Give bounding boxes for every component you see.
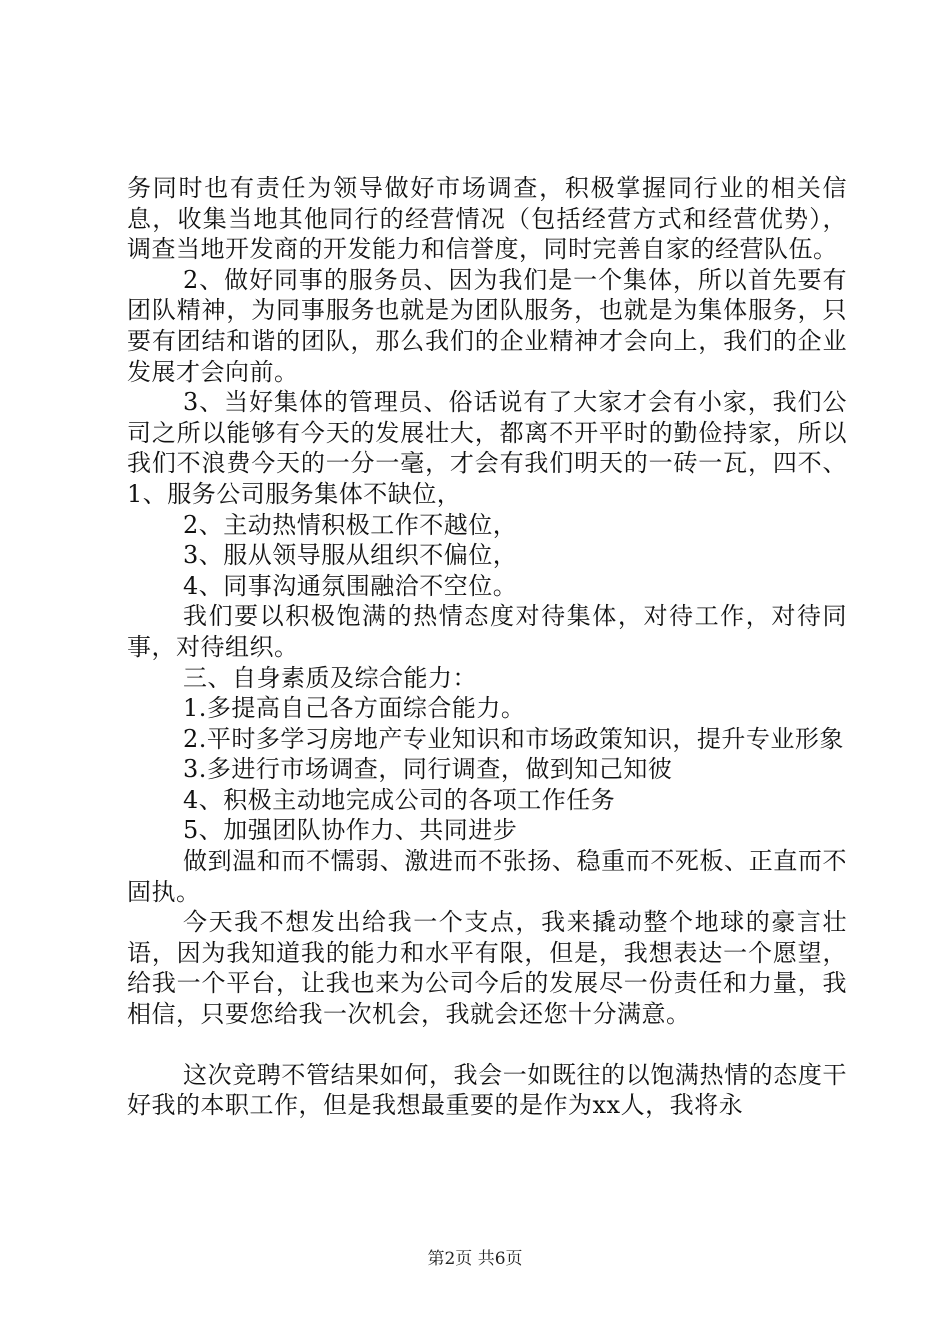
list-item: 3、服从领导服从组织不偏位，: [183, 541, 518, 570]
page-footer: 第2页 共6页: [427, 1249, 523, 1269]
list-item: 2.平时多学习房地产专业知识和市场政策知识，提升专业形象: [183, 724, 844, 753]
paragraph-attitude: 我们要以积极饱满的热情态度对待集体，对待工作，对待同事，对待组织。: [127, 602, 847, 661]
paragraph-conclusion: 这次竞聘不管结果如何，我会一如既往的以饱满热情的态度干好我的本职工作，但是我想最重要的是作为xx人，我将永: [127, 1060, 847, 1120]
document-body: [127, 173, 847, 1121]
paragraph-continuation: 务同时也有责任为领导做好市场调查，积极掌握同行业的相关信息，收集当地其他同行的经营情况（包括经营方式和经营优势），调查当地开发商的开发能力和信誉度，同时完善自家的经营队伍。: [127, 174, 847, 264]
paragraph-aspiration: 今天我不想发出给我一个支点，我来撬动整个地球的豪言壮语，因为我知道我的能力和水平有限，但是，我想表达一个愿望，给我一个平台，让我也来为公司今后的发展尽一份责任和力量，我相信，只要您给我一次机会，我就会还您十分满意。: [127, 908, 847, 1029]
paragraph-spacer: [127, 1030, 847, 1060]
list-item: 3.多进行市场调查，同行调查，做到知己知彼: [183, 755, 673, 784]
paragraph-item-3: 3、当好集体的管理员、俗话说有了大家才会有小家，我们公司之所以能够有今天的发展壮大，都离不开平时的勤俭持家，所以我们不浪费今天的一分一毫，才会有我们明天的一砖一瓦，四不、1、服务公司服务集体不缺位，: [127, 388, 847, 508]
list-item: 4、积极主动地完成公司的各项工作任务: [183, 785, 616, 814]
list-item: 5、加强团队协作力、共同进步: [183, 816, 518, 845]
paragraph-item-2: 2、做好同事的服务员、因为我们是一个集体，所以首先要有团队精神，为同事服务也就是为团队服务，也就是为集体服务，只要有团结和谐的团队，那么我们的企业精神才会向上，我们的企业发展才会向前。: [127, 265, 847, 386]
list-item: 1.多提高自己各方面综合能力。: [183, 694, 526, 723]
list-item: 2、主动热情积极工作不越位，: [183, 510, 518, 539]
list-item: 4、同事沟通氛围融洽不空位。: [183, 571, 518, 600]
paragraph-principles: 做到温和而不懦弱、激进而不张扬、稳重而不死板、正直而不固执。: [127, 847, 847, 906]
section-heading: 三、自身素质及综合能力：: [183, 663, 477, 692]
